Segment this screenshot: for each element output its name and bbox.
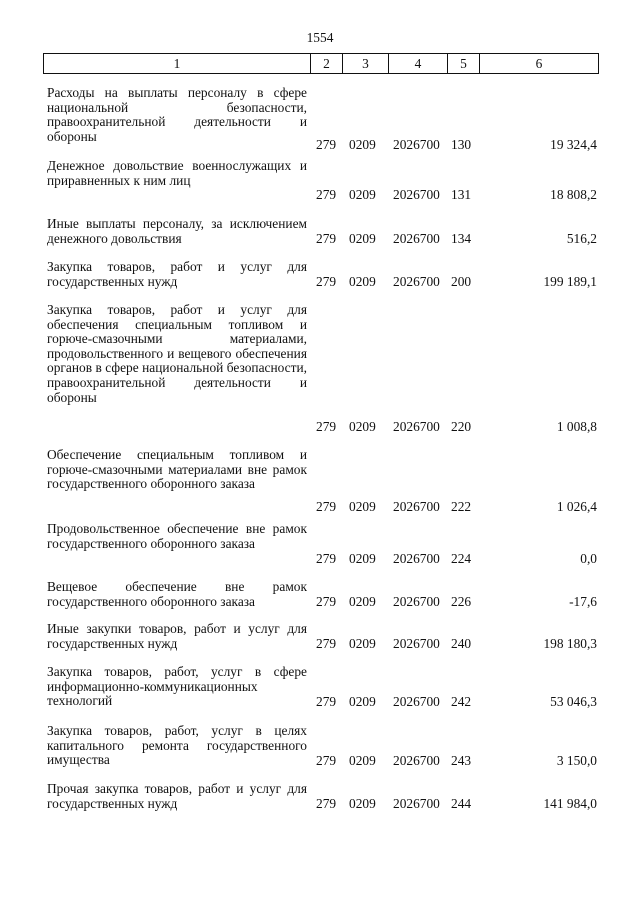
cell-col3: 0209 <box>349 274 376 289</box>
cell-col4: 2026700 <box>393 231 440 246</box>
cell-col2: 279 <box>316 753 337 768</box>
cell-col4: 2026700 <box>393 796 440 811</box>
cell-col3: 0209 <box>349 594 376 609</box>
cell-col2: 279 <box>316 231 337 246</box>
header-col-6: 6 <box>479 54 598 73</box>
cell-col3: 0209 <box>349 499 376 514</box>
cell-col3: 0209 <box>349 796 376 811</box>
table-row <box>0 303 640 448</box>
cell-col2: 279 <box>316 499 337 514</box>
cell-col2: 279 <box>316 274 337 289</box>
row-description: Продовольственное обеспечение вне рамок государственного оборонного заказа <box>47 521 307 551</box>
cell-col4: 2026700 <box>393 137 440 152</box>
cell-col5: 243 <box>451 753 472 768</box>
table-row <box>0 159 640 217</box>
row-description: Расходы на выплаты персоналу в сфере национальной безопасности, правоохранительной деятельности и обороны <box>47 85 307 144</box>
cell-col3: 0209 <box>349 187 376 202</box>
header-col-2: 2 <box>310 54 342 73</box>
cell-col3: 0209 <box>349 551 376 566</box>
row-description: Закупка товаров, работ и услуг для государственных нужд <box>47 259 307 289</box>
cell-col5: 226 <box>451 594 472 609</box>
cell-col5: 242 <box>451 694 472 709</box>
cell-col5: 134 <box>451 231 472 246</box>
cell-col4: 2026700 <box>393 551 440 566</box>
row-description: Иные закупки товаров, работ и услуг для государственных нужд <box>47 621 307 651</box>
cell-col2: 279 <box>316 419 337 434</box>
table-row <box>0 448 640 522</box>
row-description: Вещевое обеспечение вне рамок государственного оборонного заказа <box>47 579 307 609</box>
header-col-4: 4 <box>388 54 447 73</box>
table-row <box>0 665 640 724</box>
cell-col3: 0209 <box>349 636 376 651</box>
table-row <box>0 217 640 260</box>
header-col-1: 1 <box>173 56 181 71</box>
cell-col2: 279 <box>316 694 337 709</box>
cell-amount: 18 808,2 <box>550 187 597 202</box>
page-number: 1554 <box>306 30 334 45</box>
cell-col5: 244 <box>451 796 472 811</box>
cell-col2: 279 <box>316 551 337 566</box>
cell-col5: 240 <box>451 636 472 651</box>
cell-col4: 2026700 <box>393 274 440 289</box>
row-description: Закупка товаров, работ, услуг в сфере информационно-коммуникационных технологий <box>47 664 307 709</box>
table-row <box>0 260 640 303</box>
cell-col2: 279 <box>316 796 337 811</box>
table-row <box>0 522 640 580</box>
cell-amount: 53 046,3 <box>550 694 597 709</box>
cell-col3: 0209 <box>349 753 376 768</box>
cell-amount: 19 324,4 <box>550 137 597 152</box>
cell-col5: 220 <box>451 419 472 434</box>
cell-col4: 2026700 <box>393 499 440 514</box>
cell-col4: 2026700 <box>393 694 440 709</box>
row-description: Закупка товаров, работ и услуг для обеспечения специальным топливом и горюче-смазочными материалами, продовольственного и вещевого обеспечения органов в сфере национальной безопасности, правоохранительной деятельности и обороны <box>47 302 307 405</box>
table-body <box>0 86 640 818</box>
table-row <box>0 622 640 665</box>
cell-amount: 1 026,4 <box>556 499 597 514</box>
cell-col5: 224 <box>451 551 472 566</box>
cell-amount: -17,6 <box>569 594 597 609</box>
cell-col3: 0209 <box>349 419 376 434</box>
cell-col4: 2026700 <box>393 636 440 651</box>
cell-col5: 130 <box>451 137 472 152</box>
cell-col2: 279 <box>316 137 337 152</box>
cell-col4: 2026700 <box>393 753 440 768</box>
header-col-3: 3 <box>342 54 388 73</box>
cell-col5: 131 <box>451 187 472 202</box>
cell-amount: 141 984,0 <box>543 796 597 811</box>
cell-amount: 0,0 <box>580 551 597 566</box>
table-row <box>0 724 640 782</box>
cell-amount: 199 189,1 <box>543 274 597 289</box>
cell-amount: 198 180,3 <box>543 636 597 651</box>
cell-amount: 516,2 <box>566 231 597 246</box>
cell-col5: 222 <box>451 499 472 514</box>
row-description: Обеспечение специальным топливом и горюче-смазочными материалами вне рамок государственного оборонного заказа <box>47 447 307 492</box>
cell-col3: 0209 <box>349 694 376 709</box>
cell-col3: 0209 <box>349 137 376 152</box>
row-description: Денежное довольствие военнослужащих и приравненных к ним лиц <box>47 158 307 188</box>
table-row <box>0 86 640 159</box>
row-description: Прочая закупка товаров, работ и услуг для государственных нужд <box>47 781 307 811</box>
row-description: Закупка товаров, работ, услуг в целях капитального ремонта государственного имущества <box>47 723 307 768</box>
cell-col3: 0209 <box>349 231 376 246</box>
table-header <box>43 53 599 74</box>
cell-amount: 1 008,8 <box>556 419 597 434</box>
cell-col4: 2026700 <box>393 594 440 609</box>
header-col-5: 5 <box>447 54 479 73</box>
table-row <box>0 580 640 622</box>
cell-col4: 2026700 <box>393 187 440 202</box>
cell-col5: 200 <box>451 274 472 289</box>
cell-col2: 279 <box>316 636 337 651</box>
table-row <box>0 782 640 818</box>
cell-col4: 2026700 <box>393 419 440 434</box>
cell-col2: 279 <box>316 187 337 202</box>
cell-amount: 3 150,0 <box>556 753 597 768</box>
row-description: Иные выплаты персоналу, за исключением денежного довольствия <box>47 216 307 246</box>
cell-col2: 279 <box>316 594 337 609</box>
